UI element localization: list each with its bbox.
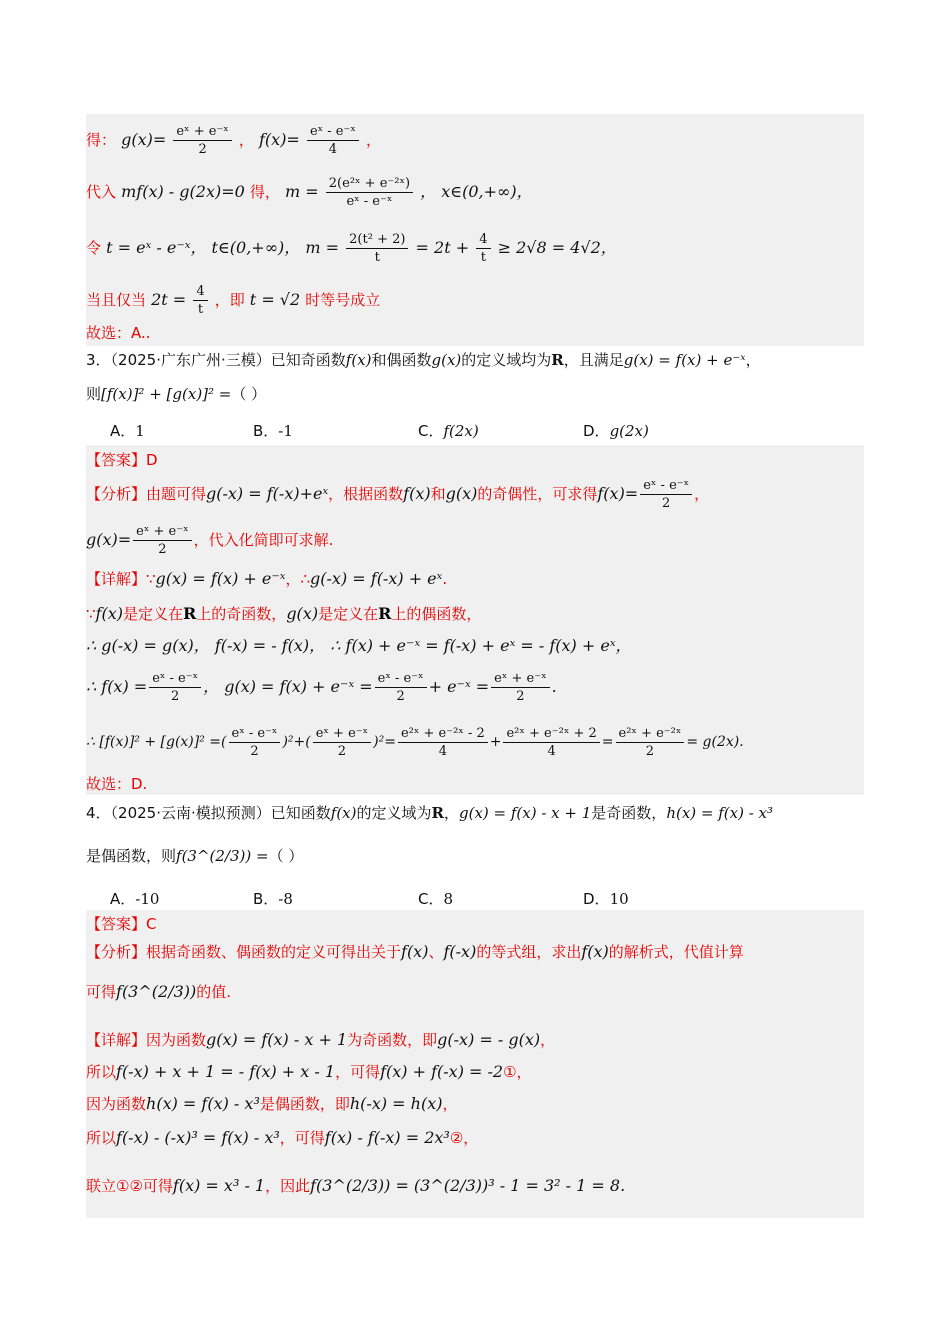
math: f(x) <box>330 804 357 822</box>
text: ， <box>443 804 459 822</box>
math: f(-x) <box>443 942 477 961</box>
text: 是奇函数， <box>591 804 667 822</box>
math: + <box>293 734 306 750</box>
math: g(x) <box>431 351 462 369</box>
option-label: B． <box>253 890 279 908</box>
fraction <box>193 283 207 318</box>
option-value: -10 <box>135 890 160 908</box>
denominator: 2 <box>645 743 655 759</box>
numerator: eˣ + e⁻ˣ <box>313 725 371 743</box>
text: ， <box>745 351 761 369</box>
text: 【详解】∵ <box>86 570 156 588</box>
math: f(3^(2/3)) = (3^(2/3))³ - 1 = 3² - 1 = 8 <box>310 1176 621 1195</box>
math: g(-x) = f(-x)+eˣ <box>206 484 329 503</box>
text: 得： <box>86 131 117 149</box>
q3-stem-line-2 <box>86 380 864 408</box>
math: [f(x)]² + [g(x)]² = <box>101 385 232 403</box>
text: 是定义在 <box>122 605 183 623</box>
denominator: 4 <box>547 743 556 759</box>
q4-analysis-line-2 <box>86 972 864 1012</box>
math: ， x∈(0,+∞)， <box>420 182 533 201</box>
fraction <box>476 231 490 266</box>
math-set-R: R <box>378 604 392 623</box>
fraction <box>503 725 599 760</box>
q2-solution-line-4 <box>86 280 864 320</box>
denominator: t <box>197 302 204 317</box>
math: = 2t + <box>415 238 470 257</box>
q4-answer: 【答案】C <box>86 915 157 933</box>
text: 【分析】由题可得 <box>86 485 207 503</box>
text: 是偶函数，则 <box>86 847 177 865</box>
numerator: eˣ + e⁻ˣ <box>173 123 231 141</box>
q3-option-a[interactable] <box>110 420 145 441</box>
fraction <box>640 477 692 512</box>
math: t = eˣ - e⁻ˣ， t∈(0,+∞)， <box>106 238 301 257</box>
math: g(-x) = f(-x) + eˣ <box>310 569 443 588</box>
text: 的解析式，代值计算 <box>608 943 744 961</box>
text: 的值. <box>196 983 232 1001</box>
text: ①， <box>503 1063 532 1081</box>
text: ，可得 <box>279 1129 325 1147</box>
q3-choice: 故选：D. <box>86 775 148 793</box>
text: ， <box>442 1095 458 1113</box>
denominator: 2 <box>171 689 180 704</box>
text: ，且满足 <box>563 351 624 369</box>
fraction <box>229 725 281 760</box>
q3-detail-line-4 <box>86 664 864 710</box>
math: g(x) <box>445 484 478 503</box>
text: 、 <box>428 943 444 961</box>
text: ，∴ <box>285 570 311 588</box>
math: f(-x) + x + 1 = - f(x) + x - 1 <box>116 1062 336 1081</box>
text: ，即 <box>214 291 245 309</box>
q3-option-b[interactable] <box>253 420 293 441</box>
math: h(x) = f(x) - x³ <box>146 1094 260 1113</box>
denominator: 2 <box>516 689 525 704</box>
text: 3．（2025·广东广州·三模）已知奇函数 <box>86 351 346 369</box>
numerator: 2(e²ˣ + e⁻²ˣ) <box>326 175 413 193</box>
fraction <box>173 123 231 158</box>
numerator: eˣ - e⁻ˣ <box>375 670 427 688</box>
math: f(x) = x³ - 1 <box>172 1176 266 1195</box>
q3-detail-line-2 <box>86 600 864 628</box>
fraction <box>375 670 427 705</box>
numerator: 4 <box>476 231 490 249</box>
denominator: eˣ - e⁻ˣ <box>346 194 393 209</box>
text: （ ） <box>268 847 304 865</box>
text: 【详解】因为函数 <box>86 1031 207 1049</box>
q3-option-d[interactable] <box>583 420 649 441</box>
q2-choice: 故选：A.. <box>86 324 151 342</box>
math: f(-x) - (-x)³ = f(x) - x³ <box>116 1128 280 1147</box>
denominator: 2 <box>396 689 405 704</box>
fraction <box>326 175 413 210</box>
q2-solution-line-2 <box>86 168 864 216</box>
text: 则 <box>86 385 102 403</box>
math: 2t = <box>151 290 187 309</box>
numerator: eˣ - e⁻ˣ <box>229 725 281 743</box>
option-label: A． <box>110 890 136 908</box>
q3-option-c[interactable] <box>418 420 479 441</box>
option-label: D． <box>583 422 610 440</box>
math: mf(x) - g(2x)=0 <box>121 182 245 201</box>
text: 所以 <box>86 1129 117 1147</box>
q4-stem-line-1 <box>86 798 864 828</box>
denominator: t <box>374 250 380 265</box>
math: t = √2 <box>249 290 301 309</box>
numerator: eˣ + e⁻ˣ <box>491 670 549 688</box>
math: f(x) + f(-x) = -2 <box>380 1062 504 1081</box>
q4-detail-line-2 <box>86 1058 864 1086</box>
math: f(x) - f(-x) = 2x³ <box>324 1128 450 1147</box>
option-value: -8 <box>278 890 293 908</box>
q3-detail-line-3 <box>86 632 864 660</box>
math: g(x) = f(x) + e⁻ˣ <box>155 569 286 588</box>
math: ∴ f(x) = <box>86 677 148 696</box>
math: . <box>551 677 557 696</box>
text: 所以 <box>86 1063 117 1081</box>
denominator: 2 <box>337 743 347 759</box>
text: 【分析】根据奇函数、偶函数的定义可得出关于 <box>86 943 402 961</box>
math: g(x) = f(x) - x + 1 <box>458 804 592 822</box>
text: 可得 <box>86 983 117 1001</box>
text: 代入 <box>86 183 117 201</box>
math: ∴ g(-x) = g(x)， f(-x) = - f(x)， ∴ f(x) + e⁻ˣ = f(-x) + eˣ = - f(x) + eˣ， <box>86 636 632 655</box>
numerator: 4 <box>193 283 207 301</box>
math: f(x) <box>403 484 431 503</box>
text: ∵ <box>86 605 96 623</box>
denominator: 2 <box>198 142 207 157</box>
text: 4．（2025·云南·模拟预测）已知函数 <box>86 804 331 822</box>
denominator: 2 <box>250 743 259 759</box>
text: 为奇函数，即 <box>347 1031 438 1049</box>
math: + e⁻ˣ = <box>428 677 490 696</box>
q4-detail-line-1 <box>86 1026 864 1054</box>
numerator: 2(t² + 2) <box>346 231 408 249</box>
text: 得， <box>249 183 280 201</box>
math: f(x) <box>581 942 609 961</box>
numerator: e²ˣ + e⁻²ˣ - 2 <box>398 725 488 743</box>
option-label: C． <box>418 890 444 908</box>
option-label: A． <box>110 422 136 440</box>
text: 是定义在 <box>318 605 379 623</box>
text: 的定义域均为 <box>461 351 552 369</box>
q4-option-b[interactable] <box>253 888 293 909</box>
q3-answer: 【答案】D <box>86 451 158 469</box>
math: g(-x) = - g(x) <box>437 1030 541 1049</box>
option-label: B． <box>253 422 279 440</box>
q4-detail-line-3 <box>86 1090 864 1118</box>
math: f(x)= <box>597 484 639 503</box>
math: g(x) = f(x) + e⁻ˣ <box>623 351 746 369</box>
math: g(x) <box>286 604 319 623</box>
fraction <box>398 725 488 760</box>
q2-solution-line-3 <box>86 224 864 272</box>
q2-solution-line-1 <box>86 118 864 162</box>
math: ∴ [f(x)]² + [g(x)]² = <box>86 734 222 750</box>
q4-detail-line-4 <box>86 1124 864 1152</box>
text: 令 <box>86 239 102 257</box>
math: m = <box>285 182 319 201</box>
q4-option-d[interactable] <box>583 888 629 909</box>
math: f(3^(2/3)) <box>116 982 197 1001</box>
text: 的奇偶性，可求得 <box>477 485 598 503</box>
option-label: C． <box>418 422 444 440</box>
denominator: t <box>480 250 486 265</box>
q4-option-c[interactable] <box>418 888 453 909</box>
q4-detail-line-5 <box>86 1166 864 1206</box>
text: ②， <box>449 1129 479 1147</box>
math-set-R: R <box>183 604 197 623</box>
text: ，代入化简即可求解. <box>193 531 334 549</box>
text: 上的奇函数， <box>196 605 287 623</box>
math: f(x)= <box>259 130 300 149</box>
math: = g(2x). <box>686 734 744 750</box>
text: ， <box>238 131 254 149</box>
math-set-R: R <box>431 804 444 822</box>
numerator: eˣ - e⁻ˣ <box>640 477 692 495</box>
numerator: eˣ - e⁻ˣ <box>149 670 201 688</box>
text: （ ） <box>231 385 267 403</box>
option-value: -1 <box>278 422 293 440</box>
denominator: 2 <box>158 542 167 557</box>
math: ， g(x) = f(x) + e⁻ˣ = <box>203 677 373 696</box>
numerator: e²ˣ + e⁻²ˣ <box>616 725 685 743</box>
numerator: eˣ + e⁻ˣ <box>133 523 191 541</box>
q4-stem-line-2 <box>86 838 864 874</box>
text: ，可得 <box>335 1063 381 1081</box>
math: g(x)= <box>121 130 167 149</box>
text: ， <box>694 485 710 503</box>
math: f(3^(2/3)) = <box>176 847 269 865</box>
math-set-R: R <box>551 351 564 369</box>
fraction <box>491 670 549 705</box>
option-value: g(2x) <box>609 422 649 440</box>
fraction <box>149 670 201 705</box>
text: 因为函数 <box>86 1095 147 1113</box>
text: 和 <box>430 485 446 503</box>
text: 上的偶函数， <box>391 605 482 623</box>
text: ，因此 <box>265 1177 311 1195</box>
fraction <box>307 123 359 158</box>
math: m = <box>305 238 340 257</box>
text: 联立①②可得 <box>86 1177 173 1195</box>
q3-analysis-line-2 <box>86 518 864 562</box>
text: 当且仅当 <box>86 291 147 309</box>
math: ≥ 2√8 = 4√2， <box>497 238 617 257</box>
math: f(x) <box>401 942 429 961</box>
math: f(x) <box>345 351 372 369</box>
fraction <box>313 725 371 760</box>
text: ， <box>540 1031 556 1049</box>
math: = <box>384 734 396 750</box>
option-value: 8 <box>443 890 454 908</box>
option-value: 10 <box>609 890 629 908</box>
text: 的定义域为 <box>356 804 432 822</box>
numerator: e²ˣ + e⁻²ˣ + 2 <box>503 725 599 743</box>
math: . <box>620 1176 626 1195</box>
q3-detail-line-5: ∴ [f(x)]² + [g(x)]² =( $\frac{\text{eˣ - e⁻ˣ}}{2}$ )²+( $\frac{\text{eˣ + e⁻ˣ}}{2}$ )²= $\frac{\text{e²ˣ + e⁻²ˣ - 2}}{4}$ + $\frac{\text{e²ˣ + e⁻²ˣ + 2}}{4}$ = $\frac{\text{e²ˣ + e⁻²ˣ}}{2}$ = g(2x). <box>86 725 744 759</box>
text: 时等号成立 <box>305 291 381 309</box>
text: ， <box>365 131 381 149</box>
text: 的等式组，求出 <box>476 943 582 961</box>
text: ，根据函数 <box>328 485 404 503</box>
fraction <box>133 523 191 558</box>
denominator: 4 <box>438 743 447 759</box>
fraction <box>346 231 408 266</box>
math: h(-x) = h(x) <box>349 1094 443 1113</box>
math: g(x) = f(x) - x + 1 <box>206 1030 348 1049</box>
option-value: f(2x) <box>443 422 479 440</box>
math: h(x) = f(x) - x³ <box>666 804 774 822</box>
denominator: 2 <box>662 496 671 511</box>
math: g(x)= <box>86 530 132 549</box>
text: . <box>442 570 448 588</box>
option-value: 1 <box>135 422 145 440</box>
q3-analysis-line-1 <box>86 474 864 514</box>
numerator: eˣ - e⁻ˣ <box>307 123 359 141</box>
fraction <box>616 725 685 760</box>
denominator: 4 <box>328 142 338 157</box>
math: f(x) <box>95 604 123 623</box>
q4-option-a[interactable] <box>110 888 159 909</box>
q3-stem-line-1 <box>86 346 864 374</box>
q4-analysis-line-1 <box>86 938 864 966</box>
q3-detail-line-1 <box>86 566 864 592</box>
text: 是偶函数，即 <box>259 1095 350 1113</box>
text: 和偶函数 <box>371 351 432 369</box>
option-label: D． <box>583 890 610 908</box>
